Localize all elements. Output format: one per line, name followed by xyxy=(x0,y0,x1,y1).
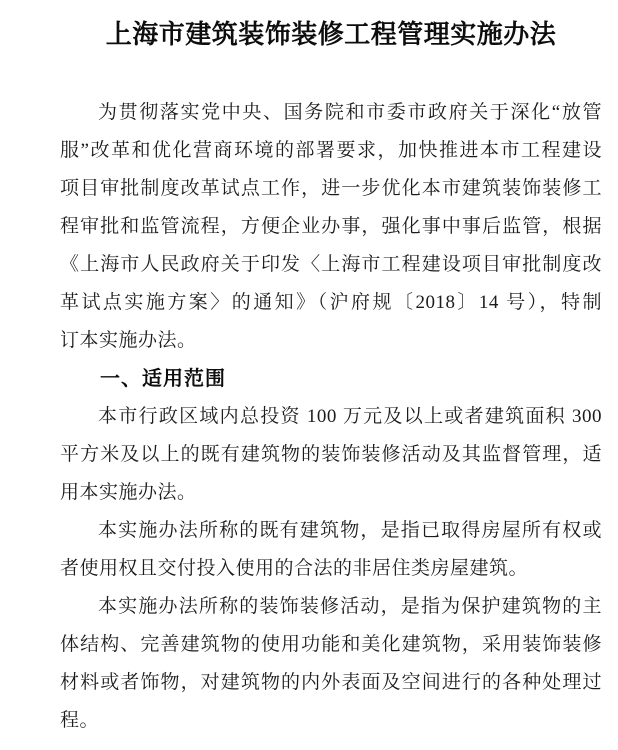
paragraph-line: 程。 xyxy=(60,710,100,731)
paragraph xyxy=(60,588,602,740)
paragraph xyxy=(60,512,602,588)
paragraph-line: 体结构、完善建筑物的使用功能和美化建筑物，采用装饰装修 xyxy=(60,634,602,655)
paragraph-line: 订本实施办法。 xyxy=(60,330,197,351)
paragraph-line: 材料或者饰物，对建筑物的内外表面及空间进行的各种处理过 xyxy=(60,672,602,693)
paragraph-line: 本实施办法所称的装饰装修活动，是指为保护建筑物的主 xyxy=(98,596,602,617)
paragraph-line: 服”改革和优化营商环境的部署要求，加快推进本市工程建设 xyxy=(60,140,602,161)
paragraph-line: 程审批和监管流程，方便企业办事，强化事中事后监管，根据 xyxy=(60,216,602,237)
paragraph-line: 《上海市人民政府关于印发〈上海市工程建设项目审批制度改 xyxy=(60,254,602,275)
paragraph-line: 本实施办法所称的既有建筑物，是指已取得房屋所有权或 xyxy=(98,520,602,541)
paragraph-line: 者使用权且交付投入使用的合法的非居住类房屋建筑。 xyxy=(60,558,529,579)
paragraph-line: 平方米及以上的既有建筑物的装饰装修活动及其监督管理，适 xyxy=(60,444,602,465)
paragraph-line: 用本实施办法。 xyxy=(60,482,197,503)
section-heading: 一、适用范围 xyxy=(100,368,226,390)
document-body xyxy=(60,94,602,740)
paragraph-line: 革试点实施方案〉的通知》（沪府规〔2018〕14 号），特制 xyxy=(60,292,602,313)
paragraph-line: 本市行政区域内总投资 100 万元及以上或者建筑面积 300 xyxy=(98,406,602,427)
paragraph xyxy=(60,94,602,360)
paragraph-line: 项目审批制度改革试点工作，进一步优化本市建筑装饰装修工 xyxy=(60,178,602,199)
document-title: 上海市建筑装饰装修工程管理实施办法 xyxy=(105,19,557,49)
paragraph xyxy=(60,398,602,512)
paragraph-line: 为贯彻落实党中央、国务院和市委市政府关于深化“放管 xyxy=(98,102,602,123)
